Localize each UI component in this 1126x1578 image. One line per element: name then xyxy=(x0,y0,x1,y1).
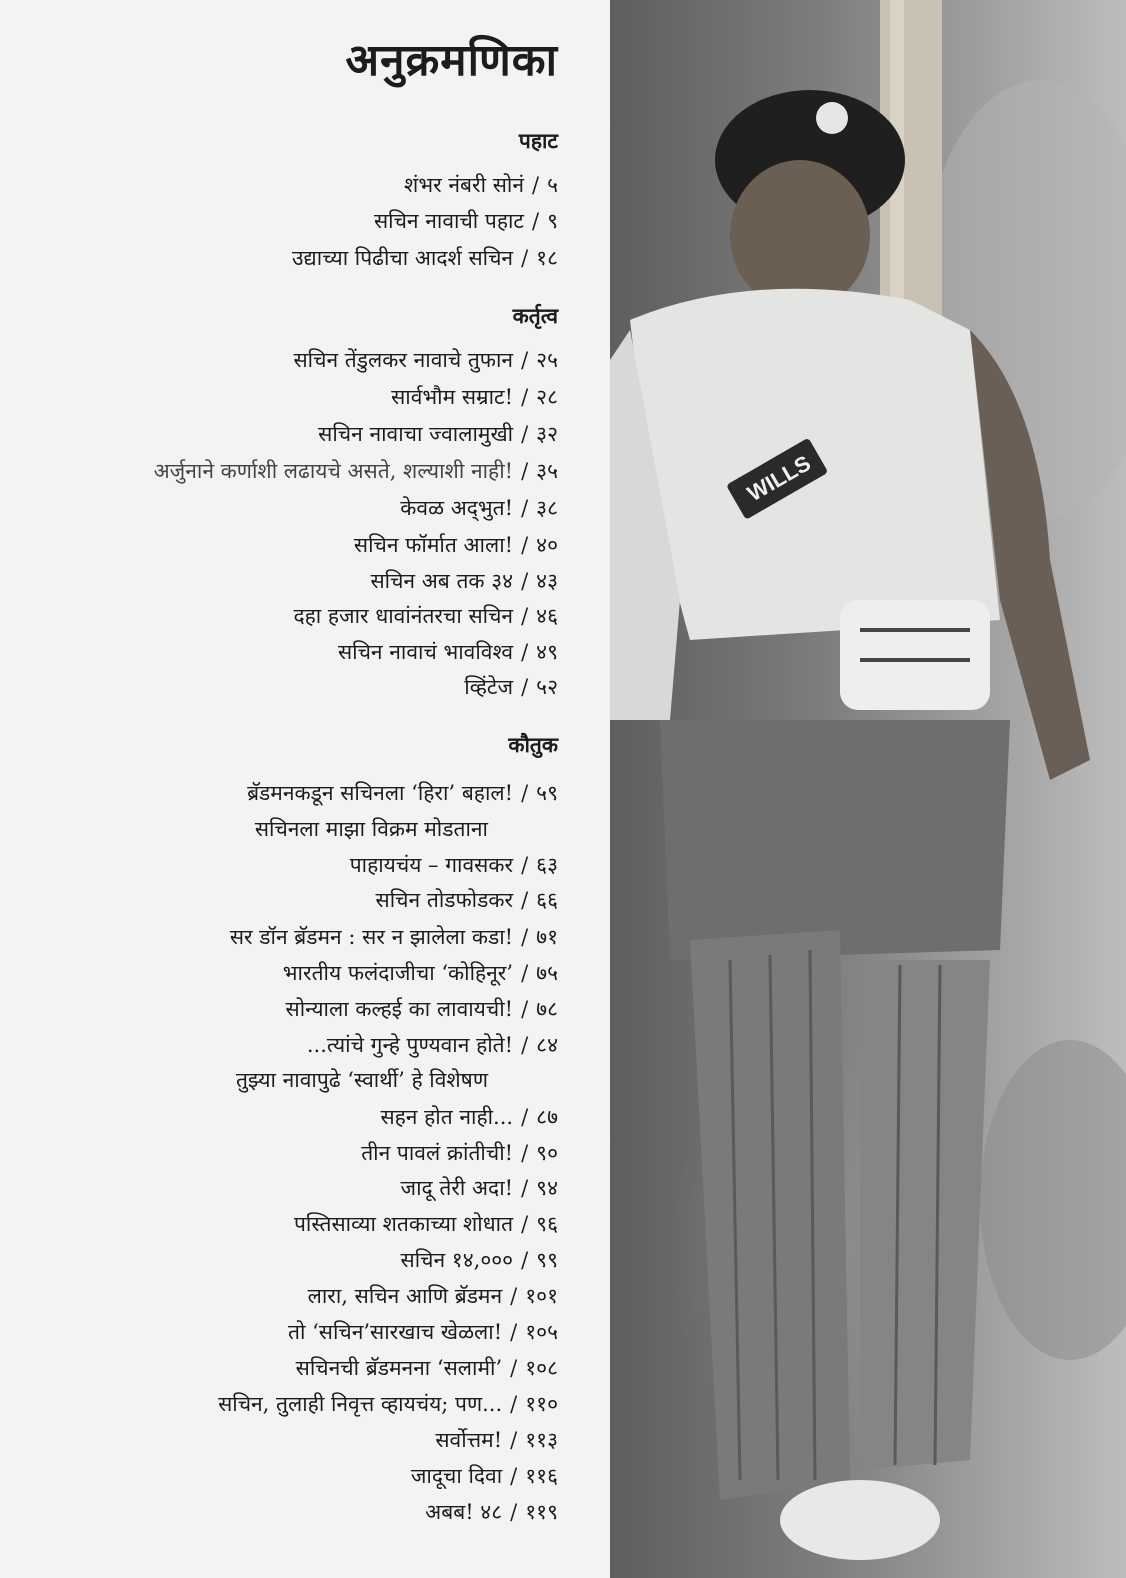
entry-title: सोन्याला कल्हई का लावायची! xyxy=(285,997,514,1021)
toc-entry: ...त्यांचे गुन्हे पुण्यवान होते! / ८४ xyxy=(306,1033,558,1057)
toc-entry: व्हिंटेज / ५२ xyxy=(464,675,558,699)
entry-title: अर्जुनाने कर्णाशी लढायचे असते, शल्याशी नाही! xyxy=(153,459,514,483)
entry-page: ३२ xyxy=(536,422,558,446)
entry-page: ११६ xyxy=(525,1464,558,1488)
section-heading: कर्तृत्व xyxy=(512,303,558,328)
toc-entry: सर डॉन ब्रॅडमन : सर न झालेला कडा! / ७१ xyxy=(229,925,558,949)
entry-page: १८ xyxy=(536,246,558,270)
toc-entry: पाहायचंय – गावसकर / ६३ xyxy=(349,853,558,877)
entry-page: ३८ xyxy=(536,496,558,520)
toc-entry: केवळ अद्‌भुत! / ३८ xyxy=(400,496,558,520)
entry-title: सचिन नावाचं भावविश्व xyxy=(337,640,514,664)
entry-title: भारतीय फलंदाजीचा ‘कोहिनूर’ xyxy=(282,961,514,985)
toc-entry: सार्वभौम सम्राट! / २८ xyxy=(391,385,558,409)
toc-entry: दहा हजार धावांनंतरचा सचिन / ४६ xyxy=(293,604,558,628)
entry-page: १०१ xyxy=(525,1284,558,1308)
entry-title: जादू तेरी अदा! xyxy=(400,1176,514,1200)
entry-page: ४९ xyxy=(536,640,558,664)
entry-title: व्हिंटेज xyxy=(464,675,514,699)
entry-page: ९६ xyxy=(536,1212,558,1236)
entry-page: ७५ xyxy=(536,961,558,985)
entry-page: १०५ xyxy=(525,1320,558,1344)
toc-entry: उद्याच्या पिढीचा आदर्श सचिन / १८ xyxy=(292,246,558,270)
pad-right xyxy=(860,960,990,1470)
cricketer-illustration xyxy=(610,0,1126,1578)
glove xyxy=(840,600,990,710)
entry-title: सचिन नावाचा ज्वालामुखी xyxy=(318,422,514,446)
toc-entry: ब्रॅडमनकडून सचिनला ‘हिरा’ बहाल! / ५९ xyxy=(247,781,558,805)
toc-entry xyxy=(236,1065,488,1095)
entry-page: ८७ xyxy=(536,1105,558,1129)
entry-title: केवळ अद्‌भुत! xyxy=(400,496,514,520)
entry-page: ११३ xyxy=(525,1428,558,1452)
toc-entry: पस्तिसाव्या शतकाच्या शोधात / ९६ xyxy=(293,1212,558,1236)
toc-entry: सचिन १४,००० / ९९ xyxy=(400,1248,558,1272)
entry-page: ४६ xyxy=(536,604,558,628)
entry-page: ११९ xyxy=(525,1500,558,1524)
toc-entry: सचिन नावाची पहाट / ९ xyxy=(373,209,558,233)
entry-title: उद्याच्या पिढीचा आदर्श सचिन xyxy=(292,246,514,270)
entry-title: लारा, सचिन आणि ब्रॅडमन xyxy=(307,1284,503,1308)
entry-page: ९ xyxy=(547,209,558,233)
toc-entry: सचिन फॉर्मात आला! / ४० xyxy=(353,533,558,557)
entry-title: सचिनची ब्रॅडमनना ‘सलामी’ xyxy=(295,1356,503,1380)
entry-page: १०८ xyxy=(525,1356,558,1380)
entry-page: ९० xyxy=(536,1141,558,1165)
toc-entry: सर्वोत्तम! / ११३ xyxy=(435,1428,558,1452)
entry-title: सचिन फॉर्मात आला! xyxy=(353,533,514,557)
entry-title: दहा हजार धावांनंतरचा सचिन xyxy=(293,604,514,628)
entry-page: ६३ xyxy=(536,853,558,877)
entry-title: सहन होत नाही... xyxy=(380,1105,514,1129)
toc-entry: अबब! ४८ / ११९ xyxy=(425,1500,558,1524)
entry-page: ५९ xyxy=(536,781,558,805)
entry-title: तुझ्या नावापुढे ‘स्वार्थी’ हे विशेषण xyxy=(235,1068,488,1092)
toc-entry: सचिन, तुलाही निवृत्त व्हायचंय; पण... / ११० xyxy=(218,1392,558,1416)
toc-entry: सचिनची ब्रॅडमनना ‘सलामी’ / १०८ xyxy=(295,1356,558,1380)
section-heading: पहाट xyxy=(518,128,558,153)
toc-entry: सचिन तोडफोडकर / ६६ xyxy=(375,888,558,912)
entry-title: सचिन नावाची पहाट xyxy=(373,209,524,233)
entry-title: तीन पावलं क्रांतीची! xyxy=(361,1141,514,1165)
entry-title: सचिनला माझा विक्रम मोडताना xyxy=(254,817,488,841)
toc-entry: अर्जुनाने कर्णाशी लढायचे असते, शल्याशी नाही! / ३५ xyxy=(153,459,558,483)
entry-title: पस्तिसाव्या शतकाच्या शोधात xyxy=(293,1212,514,1236)
toc-entry: भारतीय फलंदाजीचा ‘कोहिनूर’ / ७५ xyxy=(282,961,558,985)
toc-entry: तो ‘सचिन’सारखाच खेळला! / १०५ xyxy=(287,1320,558,1344)
face xyxy=(730,160,870,310)
entry-title: तो ‘सचिन’सारखाच खेळला! xyxy=(287,1320,503,1344)
toc-entry: जादू तेरी अदा! / ९४ xyxy=(400,1176,558,1200)
toc-entry: सचिन तेंडुलकर नावाचे तुफान / २५ xyxy=(293,348,558,372)
toc-entry: सचिन नावाचं भावविश्व / ४९ xyxy=(337,640,558,664)
entry-title: सचिन तेंडुलकर नावाचे तुफान xyxy=(293,348,514,372)
entry-page: ९९ xyxy=(536,1248,558,1272)
entry-title: सचिन तोडफोडकर xyxy=(375,888,514,912)
entry-title: शंभर नंबरी सोनं xyxy=(404,173,524,197)
entry-title: पाहायचंय – गावसकर xyxy=(349,853,514,877)
toc-entry: सोन्याला कल्हई का लावायची! / ७८ xyxy=(285,997,558,1021)
entry-title: सर्वोत्तम! xyxy=(435,1428,503,1452)
toc-entry: सचिन अब तक ३४ / ४३ xyxy=(370,569,558,593)
entry-title: अबब! ४८ xyxy=(425,1500,503,1524)
entry-page: ६६ xyxy=(536,888,558,912)
section-heading: कौतुक xyxy=(508,732,558,757)
entry-title: ब्रॅडमनकडून सचिनला ‘हिरा’ बहाल! xyxy=(247,781,514,805)
entry-page: ३५ xyxy=(536,459,558,483)
entry-page: ७८ xyxy=(536,997,558,1021)
svg-text:WILLS: WILLS xyxy=(743,450,815,507)
toc-entry: शंभर नंबरी सोनं / ५ xyxy=(404,173,558,197)
entry-title: सचिन अब तक ३४ xyxy=(370,569,514,593)
shoe xyxy=(780,1480,940,1560)
page-title: अनुक्रमणिका xyxy=(345,35,558,86)
cricketer-photo xyxy=(610,0,1126,1578)
entry-page: ७१ xyxy=(536,925,558,949)
toc-entry: तीन पावलं क्रांतीची! / ९० xyxy=(361,1141,558,1165)
entry-title: जादूचा दिवा xyxy=(410,1464,503,1488)
entry-title: सार्वभौम सम्राट! xyxy=(391,385,514,409)
entry-page: ४३ xyxy=(536,569,558,593)
toc-entry: जादूचा दिवा / ११६ xyxy=(410,1464,558,1488)
trousers xyxy=(660,720,1010,960)
toc-entry: सचिन नावाचा ज्वालामुखी / ३२ xyxy=(318,422,558,446)
entry-page: ११० xyxy=(525,1392,558,1416)
entry-title: सर डॉन ब्रॅडमन : सर न झालेला कडा! xyxy=(229,925,514,949)
cap-emblem xyxy=(816,102,848,134)
entry-page: २८ xyxy=(536,385,558,409)
entry-page: २५ xyxy=(536,348,558,372)
entry-page: ५ xyxy=(547,173,558,197)
entry-title: सचिन १४,००० xyxy=(400,1248,514,1272)
entry-title: सचिन, तुलाही निवृत्त व्हायचंय; पण... xyxy=(218,1392,503,1416)
toc-entry xyxy=(255,814,488,844)
entry-page: ८४ xyxy=(536,1033,558,1057)
toc-entry: लारा, सचिन आणि ब्रॅडमन / १०१ xyxy=(307,1284,558,1308)
entry-page: ४० xyxy=(536,533,558,557)
entry-title: ...त्यांचे गुन्हे पुण्यवान होते! xyxy=(306,1033,514,1057)
toc-entry: सहन होत नाही... / ८७ xyxy=(380,1105,558,1129)
entry-page: ९४ xyxy=(536,1176,558,1200)
entry-page: ५२ xyxy=(536,675,558,699)
